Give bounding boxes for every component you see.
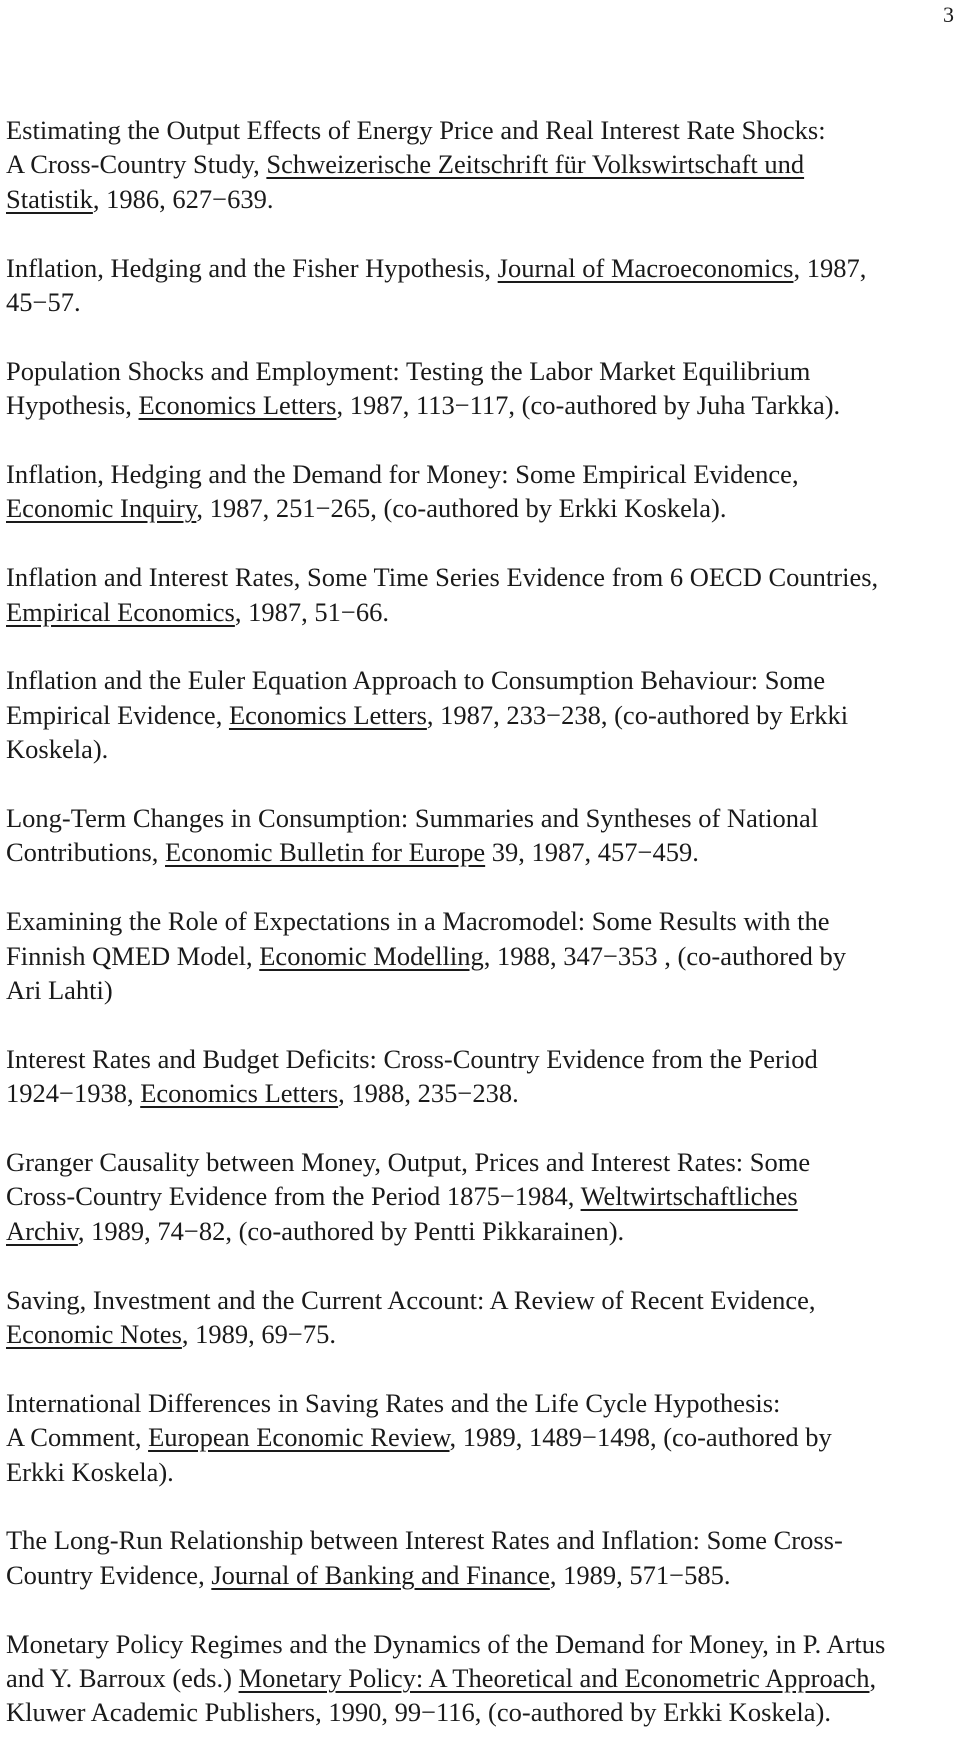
reference-entry <box>6 1523 956 1592</box>
reference-line <box>6 595 956 629</box>
journal-title: Weltwirtschaftliches <box>580 1181 798 1212</box>
reference-text: Contributions, <box>6 837 166 868</box>
reference-text: Koskela). <box>6 734 109 765</box>
reference-text: Population Shocks and Employment: Testing the Labor Market Equilibrium <box>6 355 811 386</box>
journal-title: Economic Notes <box>6 1319 182 1350</box>
reference-text: 1924−1938, <box>6 1078 141 1109</box>
reference-text: Estimating the Output Effects of Energy Price and Real Interest Rate Shocks: <box>6 115 826 145</box>
reference-line <box>6 1283 956 1317</box>
journal-title: Economic Bulletin for Europe <box>165 837 486 868</box>
reference-entry <box>6 1145 956 1248</box>
reference-line <box>6 388 956 422</box>
reference-text: Inflation and the Euler Equation Approach to Consumption Behaviour: Some <box>6 665 826 696</box>
reference-line <box>6 1317 956 1351</box>
reference-line <box>6 973 956 1007</box>
journal-title: Journal of Banking and Finance <box>211 1559 550 1590</box>
reference-text: 39, 1987, 457−459. <box>485 837 699 868</box>
reference-text: International Differences in Saving Rates and the Life Cycle Hypothesis: <box>6 1387 781 1418</box>
reference-line <box>6 1420 956 1454</box>
journal-title: Economics Letters <box>140 1078 339 1109</box>
reference-text: Interest Rates and Budget Deficits: Cross-Country Evidence from the Period <box>6 1043 818 1074</box>
reference-line <box>6 251 956 285</box>
reference-entry <box>6 113 956 216</box>
reference-line <box>6 801 956 835</box>
reference-entry <box>6 354 956 423</box>
reference-line <box>6 1386 956 1420</box>
reference-line <box>6 939 956 973</box>
reference-entry <box>6 1386 956 1489</box>
reference-entry <box>6 663 956 766</box>
reference-text: Saving, Investment and the Current Account: A Review of Recent Evidence, <box>6 1284 816 1315</box>
reference-entry <box>6 1627 956 1730</box>
reference-line <box>6 1042 956 1076</box>
reference-text: Country Evidence, <box>6 1559 212 1590</box>
journal-title: Empirical Economics <box>6 596 235 627</box>
reference-line <box>6 354 956 388</box>
reference-text: , <box>869 1663 877 1694</box>
reference-text: , 1989, 74−82, (co-authored by Pentti Pikkarainen). <box>77 1215 625 1246</box>
reference-line <box>6 1214 956 1248</box>
reference-text: , 1989, 571−585. <box>549 1559 731 1590</box>
reference-list <box>6 113 956 1764</box>
reference-entry <box>6 904 956 1007</box>
reference-text: , 1987, 51−66. <box>234 596 389 627</box>
journal-title: Statistik <box>6 183 93 214</box>
reference-text: Inflation, Hedging and the Fisher Hypothesis, <box>6 252 498 283</box>
reference-text: Erkki Koskela). <box>6 1456 174 1487</box>
reference-line <box>6 1695 956 1729</box>
reference-text: Examining the Role of Expectations in a Macromodel: Some Results with the <box>6 906 830 937</box>
reference-text: Inflation and Interest Rates, Some Time Series Evidence from 6 OECD Countries, <box>6 562 879 593</box>
page-number: 3 <box>943 2 954 27</box>
reference-text: and Y. Barroux (eds.) <box>6 1663 239 1694</box>
reference-text: Finnish QMED Model, <box>6 940 260 971</box>
reference-entry <box>6 801 956 870</box>
reference-line <box>6 182 956 216</box>
reference-text: Inflation, Hedging and the Demand for Money: Some Empirical Evidence, <box>6 459 799 490</box>
reference-line <box>6 560 956 594</box>
reference-text: , 1986, 627−639. <box>92 183 274 214</box>
reference-line <box>6 1523 956 1557</box>
reference-line <box>6 835 956 869</box>
reference-text: , 1987, 251−265, (co-authored by Erkki Koskela). <box>196 493 727 524</box>
reference-entry <box>6 1283 956 1352</box>
journal-title: Monetary Policy: A Theoretical and Econometric Approach <box>238 1663 870 1694</box>
reference-text: The Long-Run Relationship between Interest Rates and Inflation: Some Cross- <box>6 1525 843 1556</box>
reference-text: , 1987, 233−238, (co-authored by Erkki <box>426 699 849 730</box>
journal-title: Economics Letters <box>228 699 427 730</box>
reference-text: Cross-Country Evidence from the Period 1875−1984, <box>6 1181 581 1212</box>
reference-text: 45−57. <box>6 287 81 318</box>
reference-text: , 1988, 235−238. <box>338 1078 519 1109</box>
reference-entry <box>6 251 956 320</box>
journal-title: Economics Letters <box>138 390 337 421</box>
reference-text: , 1988, 347−353 , (co-authored by <box>483 940 847 971</box>
reference-line <box>6 1076 956 1110</box>
journal-title: Journal of Macroeconomics <box>497 252 794 283</box>
reference-text: , 1987, <box>793 252 867 283</box>
reference-text: Long-Term Changes in Consumption: Summaries and Syntheses of National <box>6 803 819 834</box>
reference-text: A Cross-Country Study, <box>6 149 267 180</box>
reference-text: , 1987, 113−117, (co-authored by Juha Tarkka). <box>336 390 841 421</box>
reference-line <box>6 1179 956 1213</box>
reference-line <box>6 904 956 938</box>
reference-text: Kluwer Academic Publishers, 1990, 99−116, (co-authored by Erkki Koskela). <box>6 1697 831 1728</box>
reference-line <box>6 732 956 766</box>
reference-text: Empirical Evidence, <box>6 699 229 730</box>
reference-text: Granger Causality between Money, Output, Prices and Interest Rates: Some <box>6 1147 811 1178</box>
reference-text: Hypothesis, <box>6 390 139 421</box>
reference-line <box>6 491 956 525</box>
reference-line <box>6 663 956 697</box>
reference-line <box>6 457 956 491</box>
journal-title: Schweizerische Zeitschrift für Volkswirtschaft und <box>266 149 805 180</box>
reference-line <box>6 285 956 319</box>
reference-text: , 1989, 69−75. <box>181 1319 336 1350</box>
reference-text: A Comment, <box>6 1422 149 1453</box>
journal-title: Archiv <box>6 1215 78 1246</box>
reference-line <box>6 698 956 732</box>
reference-entry <box>6 1042 956 1111</box>
reference-entry <box>6 560 956 629</box>
reference-text: , 1989, 1489−1498, (co-authored by <box>449 1422 832 1453</box>
journal-title: Economic Modelling <box>259 940 484 971</box>
reference-line <box>6 147 956 181</box>
journal-title: European Economic Review <box>148 1422 450 1453</box>
reference-entry <box>6 457 956 526</box>
reference-text: Ari Lahti) <box>6 975 113 1006</box>
reference-text: Monetary Policy Regimes and the Dynamics of the Demand for Money, in P. Artus <box>6 1628 886 1659</box>
reference-line <box>6 1455 956 1489</box>
reference-line <box>6 113 956 147</box>
reference-line <box>6 1145 956 1179</box>
reference-line <box>6 1558 956 1592</box>
reference-line <box>6 1661 956 1695</box>
reference-line <box>6 1627 956 1661</box>
journal-title: Economic Inquiry <box>6 493 197 524</box>
